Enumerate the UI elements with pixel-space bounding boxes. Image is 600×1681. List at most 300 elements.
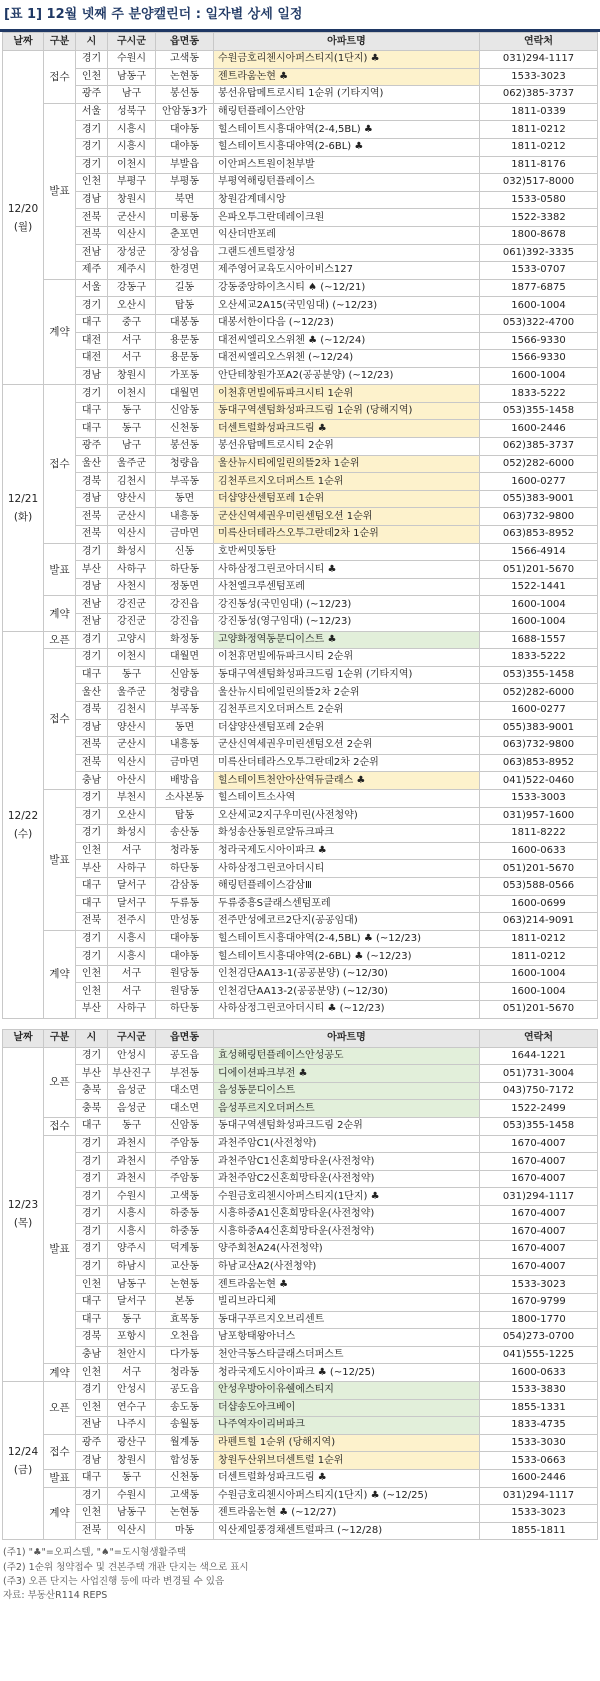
region-cell: 경기	[76, 789, 108, 807]
town-cell: 한경면	[156, 262, 214, 280]
district-cell: 서구	[108, 842, 156, 860]
region-cell: 경기	[76, 1170, 108, 1188]
district-cell: 강동구	[108, 279, 156, 297]
contact-cell: 1670-9799	[480, 1293, 598, 1311]
town-cell: 신동	[156, 543, 214, 561]
town-cell: 대야동	[156, 948, 214, 966]
contact-cell: 063)853-8952	[480, 526, 598, 544]
apartment-name-cell: 힐스테이트천안아산역듀클래스 ♣	[214, 772, 480, 790]
table-row	[3, 1293, 598, 1311]
table-row	[3, 1118, 598, 1136]
region-cell: 전남	[76, 1417, 108, 1435]
district-cell: 달서구	[108, 1293, 156, 1311]
district-cell: 군산시	[108, 209, 156, 227]
apartment-name-cell: 대봉서한이다음 (~12/23)	[214, 314, 480, 332]
region-cell: 경기	[76, 543, 108, 561]
contact-cell: 031)294-1117	[480, 1487, 598, 1505]
table-row	[3, 543, 598, 561]
table-row	[3, 1258, 598, 1276]
region-cell: 경기	[76, 385, 108, 403]
region-cell: 경기	[76, 1047, 108, 1065]
district-cell: 고양시	[108, 631, 156, 649]
region-cell: 전남	[76, 614, 108, 632]
apartment-name-cell: 봉선유탑메트로시티 2순위	[214, 438, 480, 456]
region-cell: 대전	[76, 332, 108, 350]
apartment-name-cell: 시흥하중A1신혼희망타운(사전청약)	[214, 1206, 480, 1224]
region-cell: 경기	[76, 1188, 108, 1206]
apartment-name-cell: 화성송산동원로얄듀크파크	[214, 825, 480, 843]
apartment-name-cell: 강진동성(영구임대) (~12/23)	[214, 614, 480, 632]
town-cell: 주암동	[156, 1170, 214, 1188]
contact-cell: 1600-0277	[480, 473, 598, 491]
table-row	[3, 807, 598, 825]
town-cell: 장성읍	[156, 244, 214, 262]
contact-cell: 031)294-1117	[480, 51, 598, 69]
weekday-value: (월)	[13, 220, 33, 233]
region-cell: 전남	[76, 244, 108, 262]
contact-cell: 053)355-1458	[480, 1118, 598, 1136]
district-cell: 부평구	[108, 174, 156, 192]
region-cell: 부산	[76, 561, 108, 579]
town-cell: 청라동	[156, 1364, 214, 1382]
region-cell: 대구	[76, 420, 108, 438]
apartment-name-cell: 사하삼정그린코아더시티 ♣	[214, 561, 480, 579]
apartment-name-cell: 인천검단AA13-1(공공분양) (~12/30)	[214, 965, 480, 983]
region-cell: 경기	[76, 1381, 108, 1399]
region-cell: 울산	[76, 684, 108, 702]
town-cell: 신암동	[156, 402, 214, 420]
apartment-name-cell: 이천휴먼빌에듀파크시티 2순위	[214, 649, 480, 667]
footnote-2: (주2) 1순위 청약접수 및 견본주택 개관 단지는 색으로 표시	[3, 1561, 249, 1573]
town-cell: 금마면	[156, 526, 214, 544]
table-row	[3, 473, 598, 491]
district-cell: 광산구	[108, 1434, 156, 1452]
apartment-name-cell: 해링턴플레이스안암	[214, 103, 480, 121]
district-cell: 사천시	[108, 578, 156, 596]
table-row	[3, 1487, 598, 1505]
district-cell: 양주시	[108, 1241, 156, 1259]
apartment-name-cell: 제주영어교육도시아이비스127	[214, 262, 480, 280]
table-row	[3, 983, 598, 1001]
header-gu: 구시군	[108, 1029, 156, 1047]
town-cell: 하단동	[156, 860, 214, 878]
table-row	[3, 226, 598, 244]
district-cell: 이천시	[108, 649, 156, 667]
region-cell: 대구	[76, 666, 108, 684]
contact-cell: 032)517-8000	[480, 174, 598, 192]
town-cell: 대월면	[156, 385, 214, 403]
apartment-name-cell: 더센트럴화성파크드림 ♣	[214, 1469, 480, 1487]
town-cell: 길동	[156, 279, 214, 297]
town-cell: 배방읍	[156, 772, 214, 790]
table-row	[3, 1329, 598, 1347]
region-cell: 경기	[76, 930, 108, 948]
region-cell: 전북	[76, 508, 108, 526]
contact-cell: 1670-4007	[480, 1170, 598, 1188]
header-date: 날짜	[3, 1029, 44, 1047]
apartment-name-cell: 양주회천A24(사전청약)	[214, 1241, 480, 1259]
region-cell: 충남	[76, 772, 108, 790]
schedule-type-cell: 발표	[44, 789, 76, 930]
apartment-name-cell: 더센트럴화성파크드림 ♣	[214, 420, 480, 438]
apartment-name-cell: 과천주암C1신혼희망타운(사전청약)	[214, 1153, 480, 1171]
apartment-name-cell: 디에이션파크부전 ♣	[214, 1065, 480, 1083]
apartment-name-cell: 안성우방아이유쉘에스티지	[214, 1381, 480, 1399]
town-cell: 부평동	[156, 174, 214, 192]
region-cell: 대전	[76, 350, 108, 368]
table-row	[3, 1188, 598, 1206]
date-value: 12/23	[7, 1199, 39, 1212]
town-cell: 덕계동	[156, 1241, 214, 1259]
town-cell: 정동면	[156, 578, 214, 596]
date-cell	[3, 1381, 44, 1539]
district-cell: 부천시	[108, 789, 156, 807]
contact-cell: 1600-1004	[480, 965, 598, 983]
district-cell: 익산시	[108, 526, 156, 544]
town-cell: 주암동	[156, 1135, 214, 1153]
date-value: 12/24	[7, 1445, 39, 1458]
schedule-table-2	[2, 1029, 598, 1541]
table-row	[3, 772, 598, 790]
district-cell: 동구	[108, 1469, 156, 1487]
table-row	[3, 1311, 598, 1329]
contact-cell: 1600-1004	[480, 614, 598, 632]
header-date: 날짜	[3, 33, 44, 51]
table-row	[3, 508, 598, 526]
header-si: 시	[76, 33, 108, 51]
contact-cell: 1533-0580	[480, 191, 598, 209]
source-note: 자료: 부동산R114 REPS	[3, 1590, 108, 1602]
table-header-row	[3, 33, 598, 51]
table-row	[3, 156, 598, 174]
schedule-type-cell: 계약	[44, 1487, 76, 1540]
district-cell: 화성시	[108, 825, 156, 843]
town-cell: 만성동	[156, 913, 214, 931]
table-row	[3, 561, 598, 579]
table-row	[3, 842, 598, 860]
date-value: 12/20	[7, 202, 39, 215]
district-cell: 오산시	[108, 297, 156, 315]
contact-cell: 1855-1331	[480, 1399, 598, 1417]
schedule-type-cell: 계약	[44, 596, 76, 631]
contact-cell: 1811-0212	[480, 121, 598, 139]
region-cell: 인천	[76, 842, 108, 860]
district-cell: 남구	[108, 86, 156, 104]
table-row	[3, 455, 598, 473]
contact-cell: 1600-2446	[480, 420, 598, 438]
table-row	[3, 86, 598, 104]
town-cell: 송월동	[156, 1417, 214, 1435]
region-cell: 울산	[76, 455, 108, 473]
contact-cell: 1811-0212	[480, 138, 598, 156]
town-cell: 대야동	[156, 138, 214, 156]
table-row	[3, 279, 598, 297]
table-row	[3, 350, 598, 368]
district-cell: 익산시	[108, 226, 156, 244]
district-cell: 음성군	[108, 1100, 156, 1118]
region-cell: 경남	[76, 578, 108, 596]
footnote-3: (주3) 오픈 단지는 사업진행 등에 따라 변경될 수 있음	[3, 1575, 225, 1587]
region-cell: 경기	[76, 649, 108, 667]
table-row	[3, 825, 598, 843]
town-cell: 송산동	[156, 825, 214, 843]
town-cell: 봉선동	[156, 86, 214, 104]
apartment-name-cell: 강동중앙하이츠시티 ♠ (~12/21)	[214, 279, 480, 297]
contact-cell: 1688-1557	[480, 631, 598, 649]
town-cell: 하중동	[156, 1223, 214, 1241]
town-cell: 합성동	[156, 1452, 214, 1470]
table-row	[3, 1417, 598, 1435]
apartment-name-cell: 동대구푸르지오브리센트	[214, 1311, 480, 1329]
schedule-body-1	[3, 51, 598, 1019]
district-cell: 익산시	[108, 754, 156, 772]
apartment-name-cell: 호반써밋동탄	[214, 543, 480, 561]
town-cell: 본동	[156, 1293, 214, 1311]
town-cell: 대야동	[156, 930, 214, 948]
region-cell: 서울	[76, 103, 108, 121]
table-row	[3, 737, 598, 755]
table-row	[3, 438, 598, 456]
table-row	[3, 1276, 598, 1294]
apartment-name-cell: 힐스테이트시흥대야역(2-6BL) ♣ (~12/23)	[214, 948, 480, 966]
district-cell: 하남시	[108, 1258, 156, 1276]
apartment-name-cell: 더샵양산센텀포레 1순위	[214, 490, 480, 508]
district-cell: 사하구	[108, 1001, 156, 1019]
town-cell: 대소면	[156, 1082, 214, 1100]
date-value: 12/21	[7, 492, 39, 505]
district-cell: 성북구	[108, 103, 156, 121]
district-cell: 포항시	[108, 1329, 156, 1347]
apartment-name-cell: 봉선유탑메트로시티 1순위 (기타지역)	[214, 86, 480, 104]
region-cell: 대구	[76, 1469, 108, 1487]
apartment-name-cell: 동대구역센텀화성파크드림 1순위 (당해지역)	[214, 402, 480, 420]
region-cell: 전북	[76, 526, 108, 544]
contact-cell: 1833-5222	[480, 649, 598, 667]
town-cell: 하단동	[156, 561, 214, 579]
district-cell: 서구	[108, 1364, 156, 1382]
district-cell: 시흥시	[108, 930, 156, 948]
region-cell: 전북	[76, 754, 108, 772]
region-cell: 전북	[76, 737, 108, 755]
town-cell: 금마면	[156, 754, 214, 772]
region-cell: 서울	[76, 279, 108, 297]
district-cell: 동구	[108, 402, 156, 420]
contact-cell: 1800-8678	[480, 226, 598, 244]
contact-cell: 1670-4007	[480, 1206, 598, 1224]
apartment-name-cell: 힐스테이트소사역	[214, 789, 480, 807]
district-cell: 음성군	[108, 1082, 156, 1100]
apartment-name-cell: 수원금호리첸시아퍼스티지(1단지) ♣ (~12/25)	[214, 1487, 480, 1505]
table-row	[3, 526, 598, 544]
region-cell: 대구	[76, 314, 108, 332]
contact-cell: 1566-9330	[480, 332, 598, 350]
town-cell: 청량읍	[156, 684, 214, 702]
contact-cell: 052)282-6000	[480, 684, 598, 702]
contact-cell: 1522-2499	[480, 1100, 598, 1118]
district-cell: 서구	[108, 965, 156, 983]
town-cell: 용문동	[156, 332, 214, 350]
contact-cell: 1670-4007	[480, 1258, 598, 1276]
table-header-row	[3, 1029, 598, 1047]
district-cell: 시흥시	[108, 1206, 156, 1224]
town-cell: 봉선동	[156, 438, 214, 456]
contact-cell: 1533-0707	[480, 262, 598, 280]
footnote-1: (주1) "♣"=오피스텔, "♠"=도시형생활주택	[3, 1547, 187, 1559]
contact-cell: 1522-3382	[480, 209, 598, 227]
header-dong: 읍면동	[156, 1029, 214, 1047]
table-row	[3, 860, 598, 878]
contact-cell: 1600-0699	[480, 895, 598, 913]
district-cell: 과천시	[108, 1135, 156, 1153]
region-cell: 인천	[76, 68, 108, 86]
contact-cell: 1600-0277	[480, 701, 598, 719]
contact-cell: 063)853-8952	[480, 754, 598, 772]
district-cell: 천안시	[108, 1346, 156, 1364]
table-row	[3, 1135, 598, 1153]
town-cell: 대월면	[156, 649, 214, 667]
district-cell: 창원시	[108, 367, 156, 385]
schedule-type-cell: 발표	[44, 543, 76, 596]
region-cell: 전북	[76, 913, 108, 931]
region-cell: 경기	[76, 1135, 108, 1153]
town-cell: 송도동	[156, 1399, 214, 1417]
region-cell: 경기	[76, 631, 108, 649]
district-cell: 시흥시	[108, 948, 156, 966]
contact-cell: 1670-4007	[480, 1153, 598, 1171]
table-row	[3, 191, 598, 209]
table-row	[3, 420, 598, 438]
region-cell: 경기	[76, 297, 108, 315]
district-cell: 남구	[108, 438, 156, 456]
apartment-name-cell: 젠트라움논현 ♣	[214, 68, 480, 86]
contact-cell: 1600-1004	[480, 596, 598, 614]
district-cell: 양산시	[108, 490, 156, 508]
region-cell: 경남	[76, 490, 108, 508]
district-cell: 익산시	[108, 1522, 156, 1540]
district-cell: 나주시	[108, 1417, 156, 1435]
date-cell	[3, 385, 44, 631]
region-cell: 경기	[76, 121, 108, 139]
district-cell: 남동구	[108, 1276, 156, 1294]
region-cell: 인천	[76, 1399, 108, 1417]
district-cell: 중구	[108, 314, 156, 332]
date-value: 12/22	[7, 809, 39, 822]
district-cell: 김천시	[108, 473, 156, 491]
apartment-name-cell: 과천주암C1(사전청약)	[214, 1135, 480, 1153]
region-cell: 경기	[76, 807, 108, 825]
town-cell: 대소면	[156, 1100, 214, 1118]
town-cell: 용문동	[156, 350, 214, 368]
region-cell: 경남	[76, 191, 108, 209]
contact-cell: 1877-6875	[480, 279, 598, 297]
district-cell: 군산시	[108, 737, 156, 755]
district-cell: 창원시	[108, 191, 156, 209]
town-cell: 논현동	[156, 1276, 214, 1294]
apartment-name-cell: 힐스테이트시흥대야역(2-4,5BL) ♣	[214, 121, 480, 139]
district-cell: 양산시	[108, 719, 156, 737]
contact-cell: 1644-1221	[480, 1047, 598, 1065]
town-cell: 다가동	[156, 1346, 214, 1364]
town-cell: 부발읍	[156, 156, 214, 174]
table-row	[3, 684, 598, 702]
district-cell: 수원시	[108, 1188, 156, 1206]
apartment-name-cell: 음성동문디이스트	[214, 1082, 480, 1100]
district-cell: 장성군	[108, 244, 156, 262]
region-cell: 경북	[76, 1329, 108, 1347]
town-cell: 동면	[156, 490, 214, 508]
schedule-table-1	[2, 32, 598, 1019]
table-row	[3, 314, 598, 332]
apartment-name-cell: 시흥하중A4신혼희망타운(사전청약)	[214, 1223, 480, 1241]
schedule-type-cell: 접수	[44, 385, 76, 543]
contact-cell: 1811-8176	[480, 156, 598, 174]
town-cell: 신암동	[156, 1118, 214, 1136]
schedule-type-cell: 접수	[44, 1118, 76, 1136]
town-cell: 춘포면	[156, 226, 214, 244]
table-row	[3, 1065, 598, 1083]
table-row	[3, 877, 598, 895]
town-cell: 소사본동	[156, 789, 214, 807]
apartment-name-cell: 더샵송도아크베이	[214, 1399, 480, 1417]
contact-cell: 1533-3030	[480, 1434, 598, 1452]
district-cell: 시흥시	[108, 1223, 156, 1241]
contact-cell: 1600-2446	[480, 1469, 598, 1487]
apartment-name-cell: 오산세교2지구우미린(사전청약)	[214, 807, 480, 825]
table-row	[3, 1170, 598, 1188]
apartment-name-cell: 빌리브라디체	[214, 1293, 480, 1311]
contact-cell: 1566-9330	[480, 350, 598, 368]
town-cell: 감삼동	[156, 877, 214, 895]
contact-cell: 063)732-9800	[480, 737, 598, 755]
town-cell: 안암동3가	[156, 103, 214, 121]
contact-cell: 1600-1004	[480, 367, 598, 385]
region-cell: 광주	[76, 86, 108, 104]
district-cell: 김천시	[108, 701, 156, 719]
town-cell: 공도읍	[156, 1047, 214, 1065]
town-cell: 청라동	[156, 842, 214, 860]
town-cell: 청량읍	[156, 455, 214, 473]
contact-cell: 055)383-9001	[480, 490, 598, 508]
table-row	[3, 1364, 598, 1382]
town-cell: 원당동	[156, 965, 214, 983]
district-cell: 오산시	[108, 807, 156, 825]
table-row	[3, 719, 598, 737]
weekday-value: (목)	[13, 1217, 33, 1230]
apartment-name-cell: 해링턴플레이스감삼Ⅲ	[214, 877, 480, 895]
apartment-name-cell: 익산제일풍경채센트럴파크 (~12/28)	[214, 1522, 480, 1540]
table-row	[3, 367, 598, 385]
town-cell: 동면	[156, 719, 214, 737]
region-cell: 인천	[76, 174, 108, 192]
contact-cell: 1800-1770	[480, 1311, 598, 1329]
region-cell: 경북	[76, 701, 108, 719]
table-row	[3, 596, 598, 614]
district-cell: 안성시	[108, 1381, 156, 1399]
apartment-name-cell: 부평역해링턴플레이스	[214, 174, 480, 192]
table-row	[3, 1381, 598, 1399]
apartment-name-cell: 사하삼정그린코아더시티 ♣ (~12/23)	[214, 1001, 480, 1019]
district-cell: 남동구	[108, 1505, 156, 1523]
apartment-name-cell: 전주만성에코르2단지(공공임대)	[214, 913, 480, 931]
table-row	[3, 385, 598, 403]
apartment-name-cell: 남포항태왕아너스	[214, 1329, 480, 1347]
region-cell: 경기	[76, 1206, 108, 1224]
region-cell: 인천	[76, 965, 108, 983]
table-row	[3, 895, 598, 913]
contact-cell: 1533-3023	[480, 1276, 598, 1294]
district-cell: 서구	[108, 332, 156, 350]
table-row	[3, 1241, 598, 1259]
